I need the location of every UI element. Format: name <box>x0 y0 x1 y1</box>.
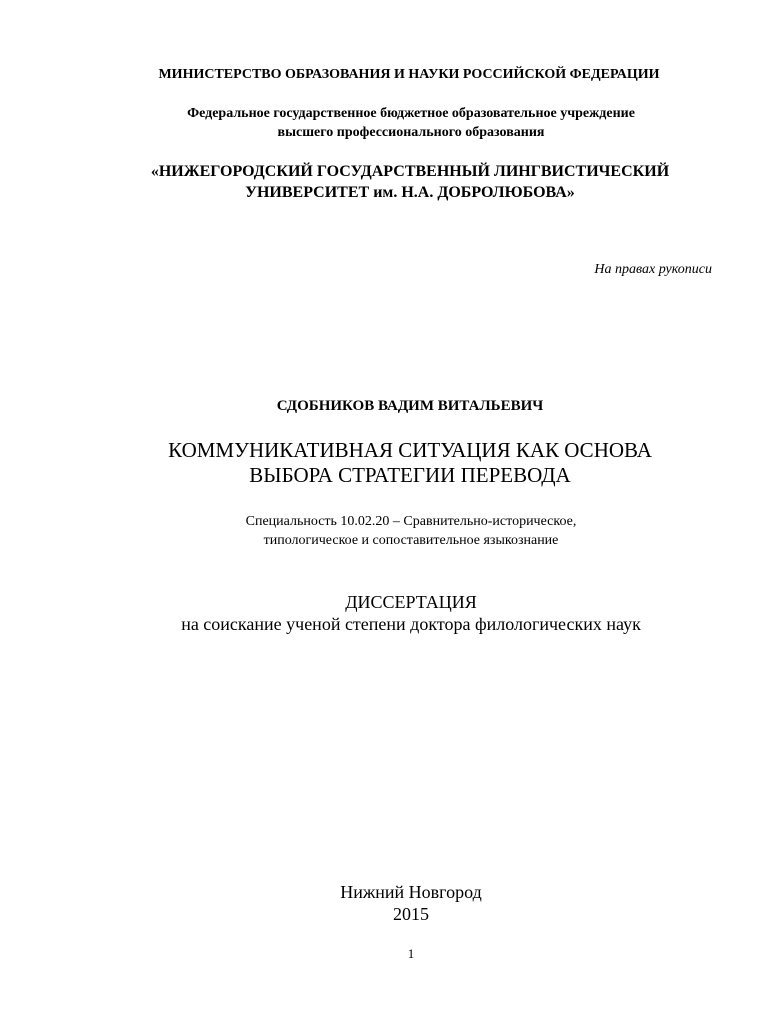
title-line-1: КОММУНИКАТИВНАЯ СИТУАЦИЯ КАК ОСНОВА <box>168 438 652 462</box>
institution-line-1: Федеральное государственное бюджетное образовательное учреждение <box>187 106 635 121</box>
institution-line-2: высшего профессионального образования <box>277 125 545 140</box>
specialty-line-2: типологическое и сопоставительное языкознание <box>263 533 559 548</box>
city: Нижний Новгород <box>340 882 482 902</box>
specialty-line-1: Специальность 10.02.20 – Сравнительно-историческое, <box>245 514 577 529</box>
title-line-2: ВЫБОРА СТРАТЕГИИ ПЕРЕВОДА <box>249 463 571 487</box>
year: 2015 <box>393 904 429 924</box>
degree-line: на соискание ученой степени доктора филологических наук <box>181 614 641 634</box>
rights-note: На правах рукописи <box>594 262 712 277</box>
page-number: 1 <box>407 946 415 961</box>
ministry-heading: МИНИСТЕРСТВО ОБРАЗОВАНИЯ И НАУКИ РОССИЙСКОЙ ФЕДЕРАЦИИ <box>158 67 660 82</box>
dissertation-label: ДИССЕРТАЦИЯ <box>345 592 477 612</box>
author-name: СДОБНИКОВ ВАДИМ ВИТАЛЬЕВИЧ <box>276 398 544 414</box>
university-line-1: «НИЖЕГОРОДСКИЙ ГОСУДАРСТВЕННЫЙ ЛИНГВИСТИЧЕСКИЙ <box>150 163 670 180</box>
university-line-2: УНИВЕРСИТЕТ им. Н.А. ДОБРОЛЮБОВА» <box>245 184 575 201</box>
